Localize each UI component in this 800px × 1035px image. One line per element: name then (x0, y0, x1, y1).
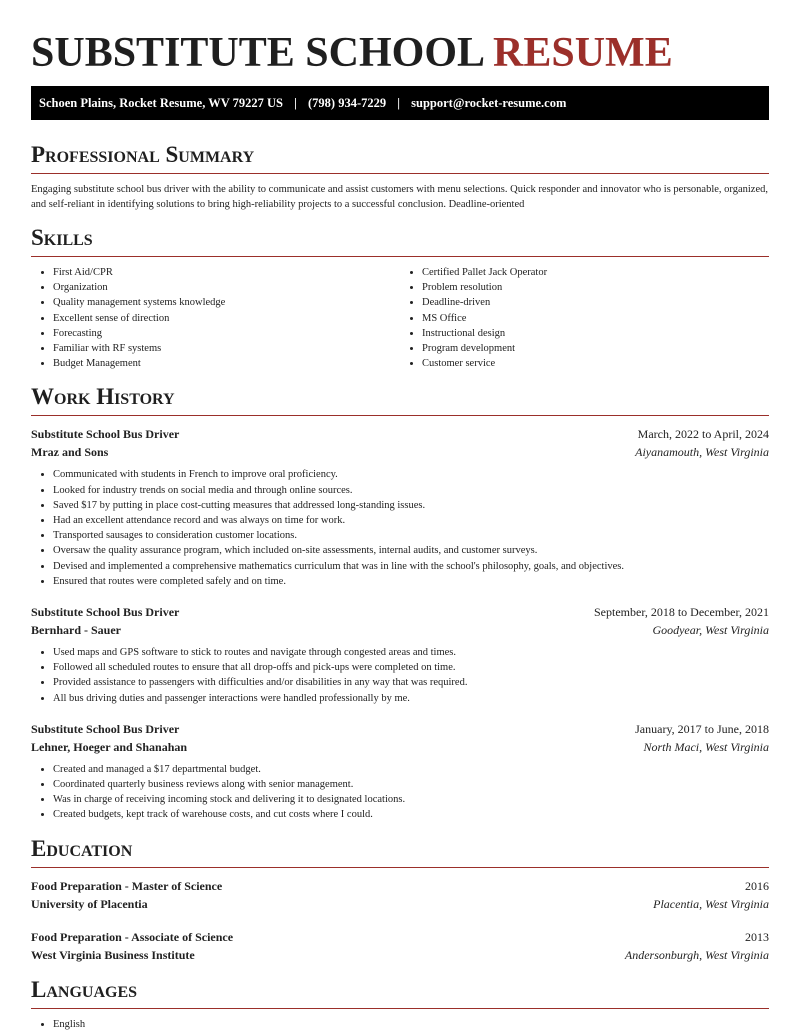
skill-item: • Quality management systems knowledge (53, 295, 400, 310)
job-bullet: • Used maps and GPS software to stick to routes and navigate through congested areas and times. (53, 645, 769, 660)
education-degree: Food Preparation - Associate of Science (31, 929, 234, 944)
education-degree: Food Preparation - Master of Science (31, 878, 223, 893)
summary-heading: Professional Summary (31, 142, 769, 174)
job-dates: March, 2022 to April, 2024 (637, 427, 769, 442)
skills-section (31, 225, 769, 371)
job-location: North Maci, West Virginia (643, 739, 769, 754)
job-entry (31, 425, 769, 589)
skill-item: • Excellent sense of direction (53, 311, 400, 326)
job-title: Substitute School Bus Driver (31, 721, 180, 736)
skill-item: • MS Office (422, 311, 769, 326)
job-location: Goodyear, West Virginia (652, 623, 769, 638)
skills-column-right (400, 265, 769, 371)
skill-item: • Deadline-driven (422, 295, 769, 310)
work-history-heading: Work History (31, 384, 769, 416)
languages-heading: Languages (31, 977, 769, 1009)
education-header-row (31, 928, 769, 946)
skills-column-left (31, 265, 400, 371)
skill-item: • Customer service (422, 356, 769, 371)
education-heading: Education (31, 836, 769, 868)
language-item: • English (53, 1017, 769, 1032)
skill-item: • Budget Management (53, 356, 400, 371)
job-bullets (31, 762, 769, 823)
skill-item: • Forecasting (53, 326, 400, 341)
education-entry (31, 877, 769, 913)
summary-text: Engaging substitute school bus driver with the ability to communicate and assist customers with menu selections. Quick responder and innovator who is personable, organized, and self-reliant in identifying solutions to bring high-reliability projects to a successful conclusion. Deadline-oriented (31, 184, 768, 210)
skill-item: • Organization (53, 280, 400, 295)
job-company: Bernhard - Sauer (31, 623, 121, 638)
education-year: 2013 (745, 929, 769, 944)
education-school-row (31, 895, 769, 913)
job-bullet: • Was in charge of receiving incoming stock and delivering it to designated locations. (53, 792, 769, 807)
skills-list-left (31, 265, 400, 371)
job-bullet: • Followed all scheduled routes to ensure that all drop-offs and pick-ups were completed on time. (53, 660, 769, 675)
job-bullet: • Saved $17 by putting in place cost-cutting measures that addressed long-standing issues. (53, 498, 769, 513)
job-dates: January, 2017 to June, 2018 (635, 721, 769, 736)
job-title: Substitute School Bus Driver (31, 427, 180, 442)
job-bullet: • Created budgets, kept track of warehouse costs, and cut costs where I could. (53, 807, 769, 822)
job-bullets (31, 467, 769, 589)
job-entry (31, 603, 769, 706)
job-bullet: • Ensured that routes were completed safely and on time. (53, 574, 769, 589)
title-accent: RESUME (493, 30, 673, 76)
skill-item: • First Aid/CPR (53, 265, 400, 280)
job-bullet: • Created and managed a $17 departmental budget. (53, 762, 769, 777)
education-school: University of Placentia (31, 896, 148, 911)
skill-item: • Certified Pallet Jack Operator (422, 265, 769, 280)
job-bullet: • Provided assistance to passengers with difficulties and/or disabilities in any way that was required. (53, 675, 769, 690)
education-location: Placentia, West Virginia (653, 896, 769, 911)
skill-item: • Problem resolution (422, 280, 769, 295)
skills-list-right (400, 265, 769, 371)
job-bullet: • Looked for industry trends on social media and through online sources. (53, 483, 769, 498)
job-bullet: • Had an excellent attendance record and was always on time for work. (53, 513, 769, 528)
skill-item: • Familiar with RF systems (53, 341, 400, 356)
education-school-row (31, 946, 769, 964)
job-header-row (31, 720, 769, 738)
job-bullet: • All bus driving duties and passenger interactions were handled professionally by me. (53, 691, 769, 706)
education-entry (31, 928, 769, 964)
skill-item: • Program development (422, 341, 769, 356)
job-company: Lehner, Hoeger and Shanahan (31, 739, 188, 754)
job-title: Substitute School Bus Driver (31, 605, 180, 620)
languages-section (31, 977, 769, 1032)
resume-title (31, 0, 769, 76)
job-bullet: • Communicated with students in French to improve oral proficiency. (53, 467, 769, 482)
job-location: Aiyanamouth, West Virginia (635, 445, 769, 460)
job-header-row (31, 425, 769, 443)
job-bullet: • Transported sausages to consideration customer locations. (53, 528, 769, 543)
job-company-row (31, 621, 769, 639)
summary-section (31, 142, 769, 212)
education-section (31, 836, 769, 964)
education-school: West Virginia Business Institute (31, 947, 195, 962)
contact-separator: | (397, 96, 401, 110)
contact-email: support@rocket-resume.com (411, 96, 567, 110)
job-bullet: • Coordinated quarterly business reviews along with senior management. (53, 777, 769, 792)
skills-heading: Skills (31, 225, 769, 257)
contact-phone: (798) 934-7229 (308, 96, 387, 110)
job-entry (31, 720, 769, 823)
job-company-row (31, 443, 769, 461)
skill-item: • Instructional design (422, 326, 769, 341)
contact-address: Schoen Plains, Rocket Resume, WV 79227 US (39, 96, 283, 110)
contact-bar (31, 86, 769, 120)
title-main: SUBSTITUTE SCHOOL (31, 30, 486, 76)
education-year: 2016 (745, 878, 769, 893)
job-company: Mraz and Sons (31, 445, 109, 460)
education-location: Andersonburgh, West Virginia (624, 947, 769, 962)
job-bullet: • Devised and implemented a comprehensive mathematics curriculum that was in line with the school's philosophy, goals, and objectives. (53, 559, 769, 574)
job-company-row (31, 738, 769, 756)
job-dates: September, 2018 to December, 2021 (594, 605, 769, 620)
work-history-section (31, 384, 769, 822)
job-header-row (31, 603, 769, 621)
job-bullet: • Oversaw the quality assurance program, which included on-site assessments, internal audits, and customer surveys. (53, 543, 769, 558)
skills-grid (31, 265, 769, 371)
languages-list (31, 1017, 769, 1032)
contact-separator: | (294, 96, 297, 110)
education-header-row (31, 877, 769, 895)
job-bullets (31, 645, 769, 706)
